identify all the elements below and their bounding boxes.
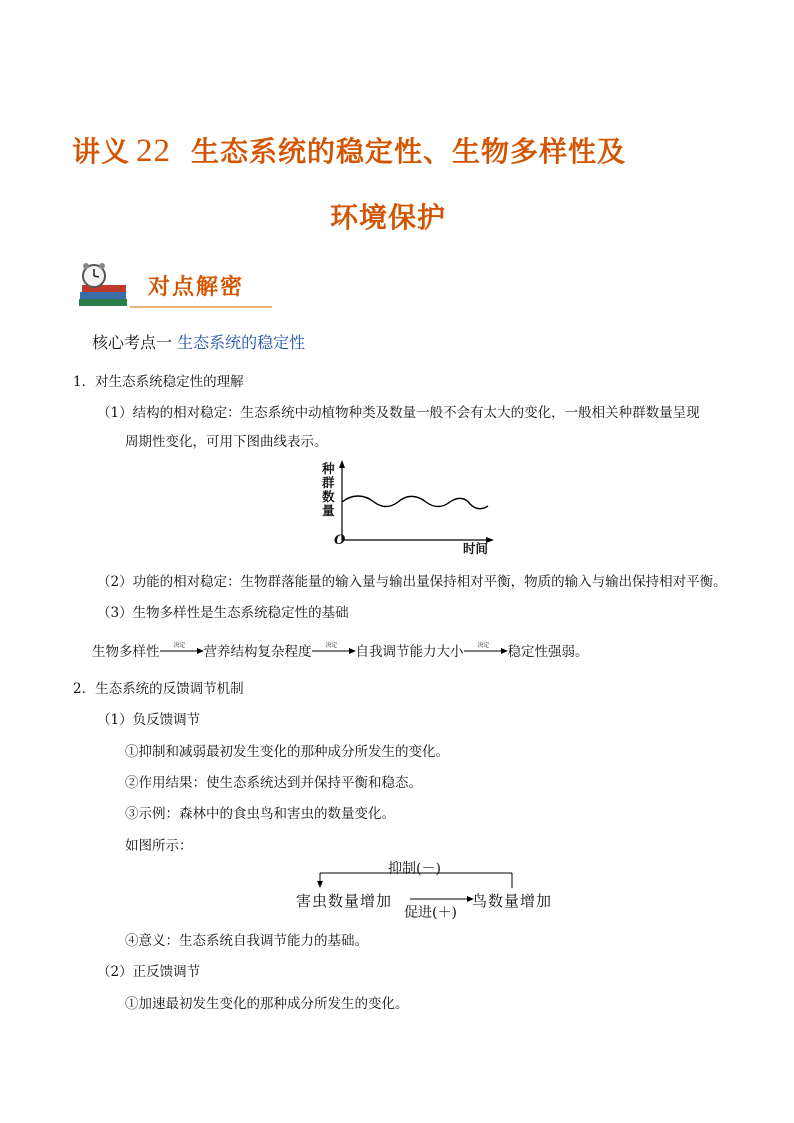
title-rest: 生态系统的稳定性、生物多样性及 xyxy=(191,135,627,168)
feedback-top-label: 抑制(－) xyxy=(388,861,441,877)
s1-p3: （3）生物多样性是生态系统稳定性的基础 xyxy=(97,605,349,621)
chain-item: 营养结构复杂程度 xyxy=(203,644,312,660)
s2-n4: 如图所示： xyxy=(125,838,193,854)
s1-p1-line1: （1）结构的相对稳定：生态系统中动植物种类及数量一般不会有太大的变化，一般相关种群数量呈现 xyxy=(97,405,700,421)
banner-title: 对点解密 xyxy=(148,275,245,300)
core-topic: 生态系统的稳定性 xyxy=(177,333,306,352)
feedback-right-node: 鸟数量增加 xyxy=(472,892,553,910)
curve-y-char: 种 xyxy=(322,461,335,476)
curve-y-char: 量 xyxy=(322,503,335,518)
curve-origin: O xyxy=(334,533,346,548)
curve-y-label xyxy=(322,462,335,518)
curve-x-label: 时间 xyxy=(463,541,489,556)
s2-negative-heading: （1）负反馈调节 xyxy=(97,712,201,728)
chain-item: 生物多样性 xyxy=(92,644,160,660)
section-1-heading: 1．对生态系统稳定性的理解 xyxy=(73,374,244,390)
causal-chain xyxy=(92,640,589,660)
s2-n3: ③示例：森林中的食虫鸟和害虫的数量变化。 xyxy=(125,806,395,822)
title-number: 22 xyxy=(136,133,172,169)
s1-p1-line2: 周期性变化，可用下图曲线表示。 xyxy=(125,434,328,450)
section-2-heading: 2．生态系统的反馈调节机制 xyxy=(73,681,244,697)
feedback-left-node: 害虫数量增加 xyxy=(296,892,393,910)
s2-n5: ④意义：生态系统自我调节能力的基础。 xyxy=(125,933,368,949)
chain-item: 稳定性强弱。 xyxy=(507,644,589,660)
banner-underline xyxy=(130,306,272,308)
population-curve-line xyxy=(342,496,488,509)
arrow-icon xyxy=(464,642,508,658)
title-prefix: 讲义 xyxy=(72,135,131,168)
curve-y-char: 数 xyxy=(322,489,335,504)
arrow-icon xyxy=(160,642,204,658)
s2-p1: ①加速最初发生变化的那种成分所发生的变化。 xyxy=(125,996,409,1012)
core-prefix: 核心考点一 xyxy=(92,333,178,352)
s2-positive-heading: （2）正反馈调节 xyxy=(97,964,201,980)
feedback-bottom-label: 促进(＋) xyxy=(404,905,457,921)
core-point xyxy=(92,330,305,353)
page-title xyxy=(72,130,626,170)
arrow-icon xyxy=(312,642,356,658)
s2-n1: ①抑制和减弱最初发生变化的那种成分所发生的变化。 xyxy=(125,744,449,760)
s2-n2: ②作用结果：使生态系统达到并保持平衡和稳态。 xyxy=(125,775,422,791)
arrow-label: 决定 xyxy=(173,642,186,649)
s1-p2: （2）功能的相对稳定：生物群落能量的输入量与输出量保持相对平衡，物质的输入与输出保持相对平衡。 xyxy=(97,574,727,590)
arrow-label: 决定 xyxy=(477,642,490,649)
curve-y-char: 群 xyxy=(322,475,335,490)
chain-item: 自我调节能力大小 xyxy=(355,644,464,660)
arrow-label: 决定 xyxy=(325,642,338,649)
page-title-line2: 环境保护 xyxy=(330,201,447,234)
